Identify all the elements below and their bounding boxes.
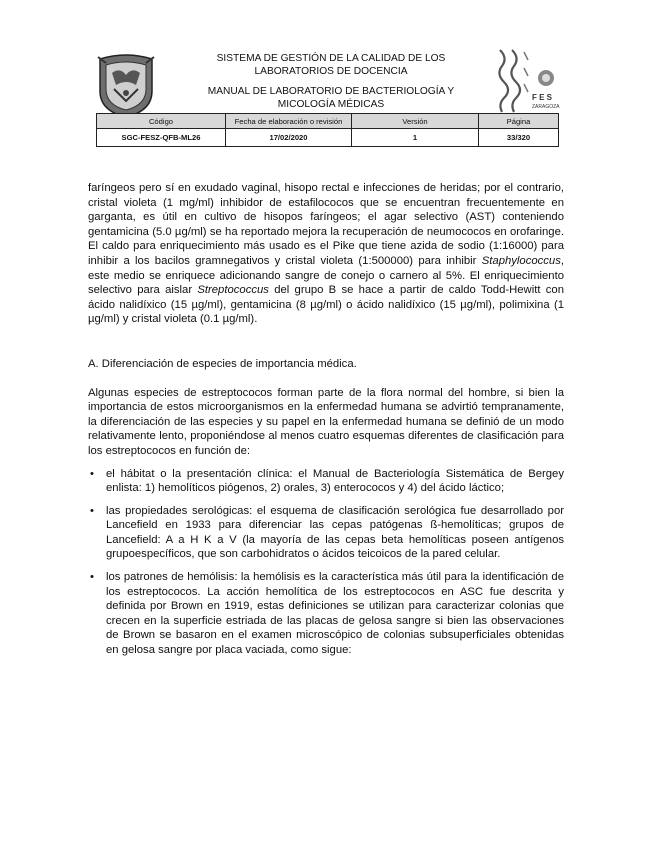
italic-streptococcus: Streptococcus: [197, 284, 269, 297]
bullet-icon: •: [90, 571, 94, 584]
metadata-header-row: [97, 114, 559, 129]
bullet-icon: •: [90, 467, 94, 480]
code-value: SGC-FESZ-QFB-ML26: [97, 129, 226, 147]
system-title-line1: SISTEMA DE GESTIÓN DE LA CALIDAD DE LOS: [216, 53, 446, 64]
bullet-item-hemolysis: • los patrones de hemólisis: la hemólisis es la característica más útil para la identificación de los estreptococos. La acción hemolítica de los estreptococos en ASC fue descrita y definida por Brown en 1919, estas definiciones se utilizan para caracterizar colonias que crecen en la superficie estriada de las placas de gelosa sangre si bien las observaciones de Brown se basaron en el examen microscópico de colonias subsuperficiales obtenidas en gelosa sangre por placa vaciada, como sigue:: [90, 571, 564, 657]
bullet-item-serological: • las propiedades serológicas: el esquema de clasificación serológica fue desarrollado por Lancefield en 1933 para diferenciar las cepas patógenas ß-hemolíticas; grupos de Lancefield: A a H K a V (la mayoría de las cepas beta hemolíticas poseen antígenos grupoespecíficos, que son carbohidratos o ácidos teicoicos de la pared celular.: [90, 504, 564, 561]
date-value: 17/02/2020: [226, 129, 352, 147]
version-header: Versión: [352, 114, 479, 129]
date-header: Fecha de elaboración o revisión: [226, 114, 352, 129]
code-header: Código: [97, 114, 226, 129]
page-header: Página: [479, 114, 559, 129]
document-header: [96, 48, 561, 158]
document-metadata-table: [96, 113, 559, 147]
paragraph-enrichment-media: faríngeos pero sí en exudado vaginal, hisopo rectal e infecciones de heridas; por el contrario, cristal violeta (1 mg/ml) inhibidor de estafilococos que se encuentran frecuentemente en garganta, es útil en cultivo de hisopos faríngeos; el agar selectivo (AST) conteniendo gentamicina (5.0 µg/ml) se ha reportado mejora la recuperación de neumococos en orofaringe. El caldo para enriquecimiento más usado es el Pike que tiene azida de sodio (1:16000) para inhibir a los bacilos gramnegativos y cristal violeta (1:500000) para inhibir Staphylococcus, este medio se enriquece adicionando sangre de conejo o carnero al 5%. El enriquecimiento selectivo para aislar Streptococcus del grupo B se hace a partir de caldo Todd-Hewitt con ácido nalidíxico (15 µg/ml), gentamicina (8 µg/ml) o ácido nalidíxico (15 µg/ml), polimixina (1 µg/ml) y cristal violeta (0.1 µg/ml).: [88, 182, 564, 326]
bullet-item-habitat: • el hábitat o la presentación clínica: el Manual de Bacteriología Sistemática de Bergey enlista: 1) hemolíticos piógenos, 2) orales, 3) enterococos y 4) del ácido láctico;: [90, 467, 564, 495]
header-title-block: [166, 53, 496, 111]
manual-title-line2: MICOLOGÍA MÉDICAS: [277, 98, 385, 110]
manual-title-line1: MANUAL DE LABORATORIO DE BACTERIOLOGÍA Y: [207, 86, 455, 97]
italic-staphylococcus: Staphylococcus: [481, 254, 561, 267]
document-body: [88, 181, 564, 666]
page-value: 33/320: [479, 129, 559, 147]
fes-zaragoza-logo: [494, 48, 560, 114]
metadata-values-row: [97, 129, 559, 147]
paragraph-classification-intro: Algunas especies de estreptococos forman parte de la flora normal del hombre, si bien la importancia de estos microorganismos en la enfermedad humana se advirtió tempranamente, la diferenciación de las especies y su papel en la enfermedad humana se definió de un modo relativamente lento, proponiéndose al menos cuatro esquemas diferentes de clasificación para los estreptococos en función de:: [88, 386, 564, 457]
bullet-icon: •: [90, 504, 94, 517]
version-value: 1: [352, 129, 479, 147]
fes-logo-text: F E S: [532, 93, 553, 102]
classification-bullet-list: [88, 467, 564, 658]
zaragoza-logo-text: ZARAGOZA: [532, 104, 560, 110]
unam-crest-logo: [96, 53, 156, 119]
section-heading: A. Diferenciación de especies de importancia médica.: [88, 357, 357, 370]
system-title-line2: LABORATORIOS DE DOCENCIA: [254, 65, 408, 77]
